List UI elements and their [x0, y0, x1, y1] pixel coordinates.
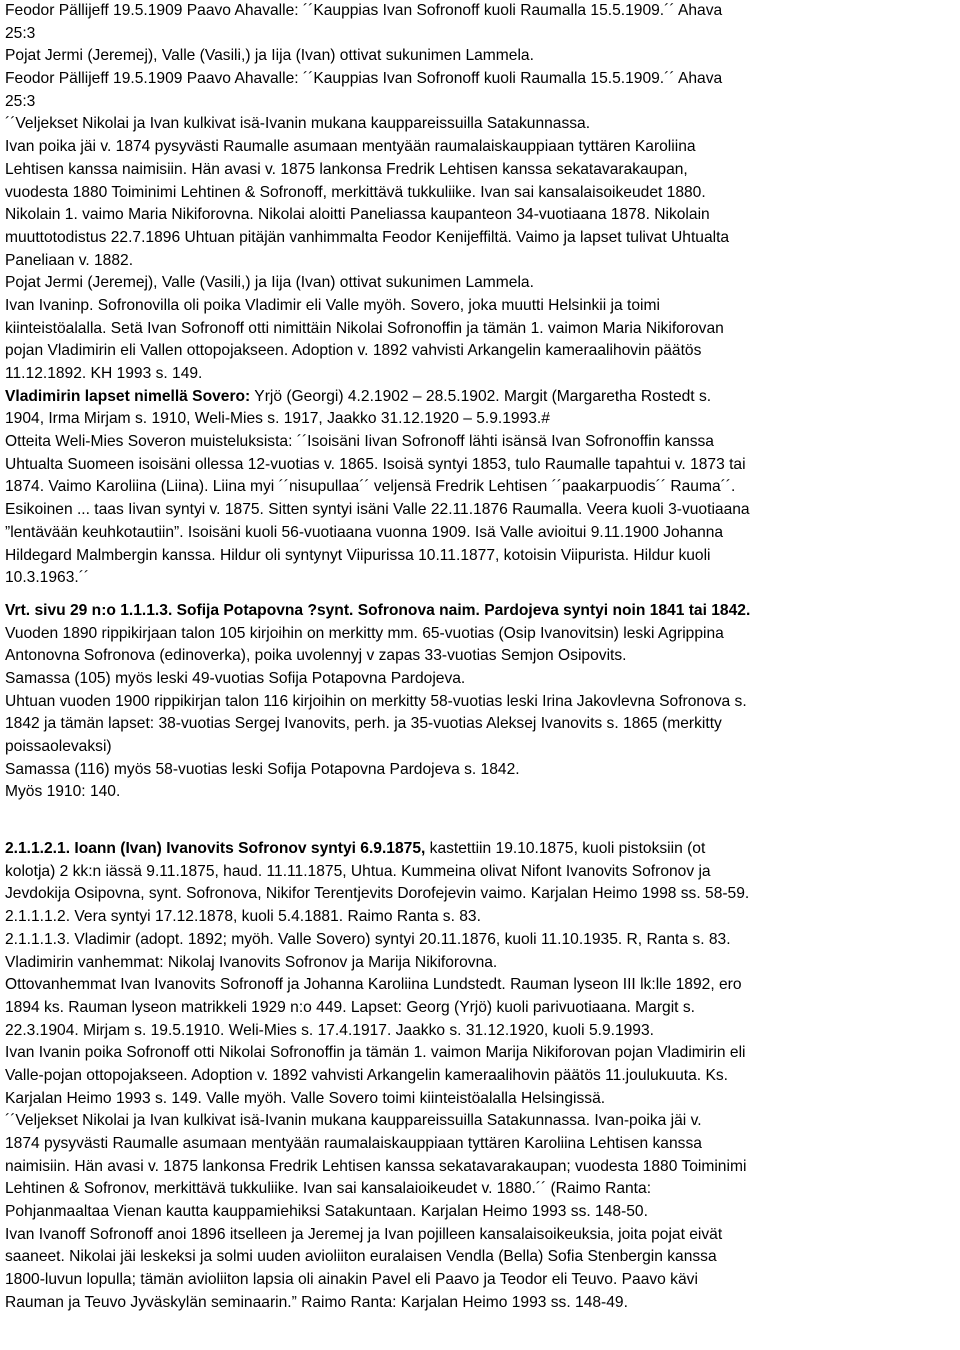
text-line: Esikoinen ... taas Iivan syntyi v. 1875. Sitten syntyi isäni Valle 22.11.1876 Raumalla. Veera kuoli 3-vuotiaana	[5, 501, 750, 519]
text-line: 25:3	[5, 92, 36, 110]
section-1	[5, 0, 955, 386]
text-line: Karjalan Heimo 1993 s. 149. Valle myöh. Valle Sovero toimi kiinteistöalalla Helsingissä.	[5, 1089, 606, 1107]
text-line: Samassa (105) myös leski 49-vuotias Sofija Potapovna Pardojeva.	[5, 669, 466, 687]
ioann-entry-line	[5, 838, 955, 861]
section-2	[5, 408, 955, 590]
text-line: 1800-luvun lopulla; tämän avioliiton lapsia oli ainakin Pavel eli Paavo ja Teodor eli Teuvo. Paavo kävi	[5, 1271, 698, 1289]
text-line: Nikolain 1. vaimo Maria Nikiforovna. Nikolai aloitti Paneliassa kaupanteon 34-vuotiaana 1878. Nikolain	[5, 206, 710, 224]
text-line: 11.12.1892. KH 1993 s. 149.	[5, 365, 203, 382]
text-line: Ivan poika jäi v. 1874 pysyvästi Raumalle asumaan mentyään raumalaiskauppiaan tyttären Karoliina	[5, 138, 696, 156]
text-line: Vuoden 1890 rippikirjaan talon 105 kirjoihin on merkitty mm. 65-vuotias (Osip Ivanovitsin) leski Agrippina	[5, 624, 724, 642]
text-line: Samassa (116) myös 58-vuotias leski Sofija Potapovna Pardojeva s. 1842.	[5, 760, 520, 778]
text-line: Ottovanhemmat Ivan Ivanovits Sofronoff ja Johanna Karoliina Lundstedt. Rauman lyseon III lk:lle 1892, ero	[5, 976, 742, 994]
text-line: Paneliaan v. 1882.	[5, 251, 134, 269]
vladimir-children-text: Yrjö (Georgi) 4.2.1902 – 28.5.1902. Margit (Margaretha Rostedt s.	[250, 387, 712, 405]
text-line: Feodor Pällijeff 19.5.1909 Paavo Ahavalle: ´´Kauppias Ivan Sofronoff kuoli Raumalla 15.5.1909.´´ Ahava	[5, 2, 723, 19]
text-line: Feodor Pällijeff 19.5.1909 Paavo Ahavalle: ´´Kauppias Ivan Sofronoff kuoli Raumalla 15.5.1909.´´ Ahava	[5, 70, 723, 88]
text-line: Ivan Ivanoff Sofronoff anoi 1896 itselleen ja Jeremej ja Ivan pojilleen kansalaisoikeuksia, joita pojat eivät	[5, 1225, 723, 1243]
text-line: 10.3.1963.´´	[5, 569, 90, 587]
text-line: Antonovna Sofronova (edinoverka), poika uvolennyj v zapas 33-vuotias Semjon Osipovits.	[5, 647, 627, 665]
vladimir-children-line	[5, 386, 955, 409]
text-line: 1874. Vaimo Karoliina (Liina). Liina myi ´´nisupullaa´´ veljensä Fredrik Lehtisen ´´paakarpuodis´´ Rauma´´.	[5, 478, 736, 496]
text-line: Lehtinen & Sofronov, merkittävä tukkuliike. Ivan sai kansalaioikeudet v. 1880.´´ (Raimo Ranta:	[5, 1180, 652, 1198]
text-line: Otteita Weli-Mies Soveron muisteluksista: ´´Isoisäni Iivan Sofronoff lähti isänsä Ivan Sofronoffin kanssa	[5, 433, 714, 451]
text-line: Rauman ja Teuvo Jyväskylän seminaarin.” Raimo Ranta: Karjalan Heimo 1993 ss. 148-49.	[5, 1293, 628, 1311]
text-line: poissaolevaksi)	[5, 738, 112, 755]
text-line: Uhtuan vuoden 1900 rippikirjan talon 116 kirjoihin on merkitty 58-vuotias leski Irina Jakovlevna Sofronova s.	[5, 692, 747, 710]
text-line: 1894 ks. Rauman lyseon matrikkeli 1929 n:o 449. Lapset: Georg (Yrjö) kuoli parivuotiaana. Margit s.	[5, 998, 695, 1016]
text-line: 22.3.1904. Mirjam s. 19.5.1910. Weli-Mies s. 17.4.1917. Jaakko s. 31.12.1920, kuoli 5.9.1993.	[5, 1021, 654, 1039]
text-line: ´´Veljekset Nikolai ja Ivan kulkivat isä-Ivanin mukana kauppareissuilla Satakunnassa.	[5, 115, 591, 133]
text-line: 25:3	[5, 24, 36, 42]
text-line: Ivan Ivanin poika Sofronoff otti Nikolai Sofronoffin ja tämän 1. vaimon Marija Nikiforovan pojan Vladimirin eli	[5, 1044, 746, 1062]
section-4	[5, 861, 955, 1315]
text-line: 2.1.1.1.3. Vladimir (adopt. 1892; myöh. Valle Sovero) syntyi 20.11.1876, kuoli 11.10.1935. R, Ranta s. 83.	[5, 930, 731, 948]
text-line: Ivan Ivaninp. Sofronovilla oli poika Vladimir eli Valle myöh. Sovero, joka muutti Helsinkii ja toimi	[5, 296, 660, 314]
text-line: Hildegard Malmbergin kanssa. Hildur oli syntynyt Viipurissa 10.11.1877, kotoisin Viipurista. Hildur kuoli	[5, 546, 711, 564]
text-line: 2.1.1.1.2. Vera syntyi 17.12.1878, kuoli 5.4.1881. Raimo Ranta s. 83.	[5, 908, 481, 926]
text-line: 1874 pysyvästi Raumalle asumaan mentyään raumalaiskauppiaan tyttären Karoliina Lehtisen kanssa	[5, 1135, 702, 1152]
text-line: Jevdokija Osipovna, synt. Sofronova, Nikifor Terentjevits Dorofejevin vaimo. Karjalan Heimo 1998 ss. 58-59.	[5, 885, 750, 903]
text-line: kiinteistöalalla. Setä Ivan Sofronoff otti nimittäin Nikolai Sofronoffin ja tämän 1. vaimon Maria Nikiforovan	[5, 319, 724, 337]
text-line: ´´Veljekset Nikolai ja Ivan kulkivat isä-Ivanin mukana kauppareissuilla Satakunnassa. Ivan-poika jäi v.	[5, 1112, 702, 1130]
ioann-entry-heading: 2.1.1.2.1. Ioann (Ivan) Ivanovits Sofronov syntyi 6.9.1875,	[5, 840, 426, 858]
ioann-entry-text: kastettiin 19.10.1875, kuoli pistoksiin (ot	[425, 840, 706, 858]
text-line: naimisiin. Hän avasi v. 1875 lankonsa Fredrik Lehtisen kanssa sekatavarakaupan; vuodesta 1880 Toiminimi	[5, 1157, 747, 1175]
spacer	[5, 804, 955, 838]
cross-reference-heading: Vrt. sivu 29 n:o 1.1.1.3. Sofija Potapovna ?synt. Sofronova naim. Pardojeva syntyi noin 1841 tai 1842.	[5, 601, 751, 619]
text-line: vuodesta 1880 Toiminimi Lehtinen & Sofronoff, merkittävä tukkuliike. Ivan sai kansalaisoikeudet 1880.	[5, 183, 706, 201]
text-line: kolotja) 2 kk:n iässä 9.11.1875, haud. 11.11.1875, Uhtua. Kummeina olivat Nifont Ivanovits Sofronov ja	[5, 862, 711, 880]
text-line: Pojat Jermi (Jeremej), Valle (Vasili,) ja Iija (Ivan) ottivat sukunimen Lammela.	[5, 47, 534, 65]
text-line: Valle-pojan ottopojakseen. Adoption v. 1892 vahvisti Arkangelin kameraalihovin päätös 11.joulukuuta. Ks.	[5, 1066, 728, 1084]
text-line: Myös 1910: 140.	[5, 783, 121, 801]
text-line: Pojat Jermi (Jeremej), Valle (Vasili,) ja Iija (Ivan) ottivat sukunimen Lammela.	[5, 274, 534, 292]
text-line: ”lentävään keuhkotautiin”. Isoisäni kuoli 56-vuotiaana vuonna 1909. Isä Valle avioitui 9.11.1900 Johanna	[5, 523, 724, 541]
text-line: Vladimirin vanhemmat: Nikolaj Ivanovits Sofronov ja Marija Nikiforovna.	[5, 953, 498, 971]
section-3	[5, 623, 955, 805]
text-line: Pohjanmaaltaa Vienan kautta kauppamiehiksi Satakuntaan. Karjalan Heimo 1993 ss. 148-50.	[5, 1203, 648, 1221]
text-line: 1842 ja tämän lapset: 38-vuotias Sergej Ivanovits, perh. ja 35-vuotias Aleksej Ivanovits s. 1865 (merkitty	[5, 715, 722, 733]
text-line: 1904, Irma Mirjam s. 1910, Weli-Mies s. 1917, Jaakko 31.12.1920 – 5.9.1993.#	[5, 410, 550, 428]
text-line: Lehtisen kanssa naimisiin. Hän avasi v. 1875 lankonsa Fredrik Lehtisen kanssa sekatavarakaupan,	[5, 160, 688, 178]
text-line: pojan Vladimirin eli Vallen ottopojakseen. Adoption v. 1892 vahvisti Arkangelin kameraalihovin päätös	[5, 342, 702, 360]
document-page	[5, 0, 955, 1315]
text-line: muuttotodistus 22.7.1896 Uhtuan pitäjän vanhimmalta Feodor Kenijeffiltä. Vaimo ja lapset tulivat Uhtualta	[5, 228, 730, 246]
text-line: Uhtualta Suomeen isoisäni ollessa 12-vuotias v. 1865. Isoisä syntyi 1853, tulo Raumalle tapahtui v. 1873 tai	[5, 455, 746, 473]
vladimir-children-heading: Vladimirin lapset nimellä Sovero:	[5, 387, 251, 405]
spacer	[5, 590, 955, 600]
text-line: saaneet. Nikolai jäi leskeksi ja solmi uuden avioliiton euralaisen Vendla (Bella) Sofia Stenbergin kanssa	[5, 1248, 717, 1266]
